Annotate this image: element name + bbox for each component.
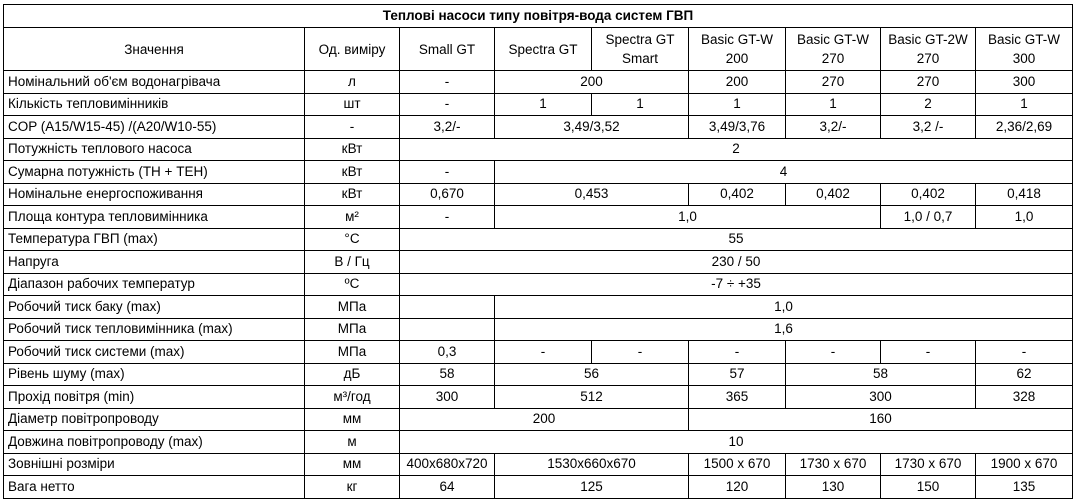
value-cell: -: [592, 341, 689, 364]
row-label: Напруга: [4, 251, 305, 274]
value-cell: 3,2 /-: [881, 116, 976, 139]
value-cell: 58: [400, 363, 495, 386]
value-cell: 300: [786, 386, 976, 409]
value-cell: -: [400, 93, 495, 116]
value-cell: 150: [881, 476, 976, 499]
table-title: Теплові насоси типу повітря-вода систем ГВП: [4, 5, 1073, 28]
table-row: [4, 71, 1073, 94]
value-cell: 1,0: [495, 206, 881, 229]
table-row: [4, 408, 1073, 431]
value-cell: 1,0: [495, 296, 1073, 319]
value-cell: 1,0 / 0,7: [881, 206, 976, 229]
row-unit: м: [305, 431, 400, 454]
row-label: Зовнішні розміри: [4, 453, 305, 476]
value-cell: 55: [400, 228, 1073, 251]
table-row: [4, 183, 1073, 206]
row-label: Робочий тиск системи (max): [4, 341, 305, 364]
row-unit: л: [305, 71, 400, 94]
table-row: [4, 251, 1073, 274]
value-cell: 3,49/3,76: [689, 116, 786, 139]
row-label: Довжина повітропроводу (max): [4, 431, 305, 454]
value-cell: 200: [689, 71, 786, 94]
row-label: Робочий тиск баку (max): [4, 296, 305, 319]
value-cell: 3,2/-: [786, 116, 881, 139]
value-cell: 1,0: [976, 206, 1073, 229]
row-label: Діапазон рабочих температур: [4, 273, 305, 296]
value-cell: 1730 x 670: [881, 453, 976, 476]
value-cell: 160: [689, 408, 1073, 431]
row-label: Прохід повітря (min): [4, 386, 305, 409]
row-unit: шт: [305, 93, 400, 116]
value-cell: 2: [881, 93, 976, 116]
value-cell: 200: [400, 408, 689, 431]
row-label: COP (A15/W15-45) /(A20/W10-55): [4, 116, 305, 139]
header-model: Basic GT-W 270: [786, 28, 881, 71]
row-label: Робочий тиск тепловимінника (max): [4, 318, 305, 341]
row-unit: ºС: [305, 273, 400, 296]
value-cell: 0,418: [976, 183, 1073, 206]
row-unit: кг: [305, 476, 400, 499]
table-title-row: [4, 5, 1073, 28]
row-unit: дБ: [305, 363, 400, 386]
value-cell: 1730 x 670: [786, 453, 881, 476]
value-cell: 57: [689, 363, 786, 386]
value-cell: 270: [786, 71, 881, 94]
value-cell: 1500 x 670: [689, 453, 786, 476]
value-cell: 1: [786, 93, 881, 116]
value-cell: 10: [400, 431, 1073, 454]
value-cell: 300: [400, 386, 495, 409]
row-unit: мм: [305, 408, 400, 431]
value-cell: -: [786, 341, 881, 364]
value-cell: 1: [495, 93, 592, 116]
value-cell: 3,2/-: [400, 116, 495, 139]
table-body: [4, 5, 1073, 499]
value-cell: 2: [400, 138, 1073, 161]
row-unit: МПа: [305, 296, 400, 319]
value-cell: 0,670: [400, 183, 495, 206]
row-unit: МПа: [305, 318, 400, 341]
row-label: Сумарна потужність (ТН + ТЕН): [4, 161, 305, 184]
value-cell: 135: [976, 476, 1073, 499]
value-cell: 4: [495, 161, 1073, 184]
value-cell: 230 / 50: [400, 251, 1073, 274]
value-cell: 125: [495, 476, 689, 499]
table-row: [4, 228, 1073, 251]
value-cell: 1: [689, 93, 786, 116]
value-cell: 56: [495, 363, 689, 386]
table-row: [4, 386, 1073, 409]
row-label: Кількість тепловимінників: [4, 93, 305, 116]
value-cell: 1530x660x670: [495, 453, 689, 476]
value-cell: -: [881, 341, 976, 364]
value-cell: -: [976, 341, 1073, 364]
row-unit: м³/год: [305, 386, 400, 409]
header-unit: Од. виміру: [305, 28, 400, 71]
table-row: [4, 93, 1073, 116]
row-unit: кВт: [305, 138, 400, 161]
header-model: Spectra GT Smart: [592, 28, 689, 71]
value-cell: [400, 318, 495, 341]
row-unit: -: [305, 116, 400, 139]
value-cell: 400x680x720: [400, 453, 495, 476]
row-unit: кВт: [305, 161, 400, 184]
value-cell: -: [400, 206, 495, 229]
row-label: Номінальний об'єм водонагрівача: [4, 71, 305, 94]
value-cell: 0,402: [689, 183, 786, 206]
value-cell: 0,402: [881, 183, 976, 206]
row-label: Температура ГВП (max): [4, 228, 305, 251]
value-cell: 2,36/2,69: [976, 116, 1073, 139]
value-cell: 0,402: [786, 183, 881, 206]
value-cell: [400, 296, 495, 319]
value-cell: 3,49/3,52: [495, 116, 689, 139]
value-cell: 270: [881, 71, 976, 94]
row-unit: В / Гц: [305, 251, 400, 274]
value-cell: 200: [495, 71, 689, 94]
value-cell: 512: [495, 386, 689, 409]
row-unit: м²: [305, 206, 400, 229]
table-row: [4, 453, 1073, 476]
spec-sheet: [3, 4, 1072, 499]
row-label: Потужність теплового насоса: [4, 138, 305, 161]
value-cell: 58: [786, 363, 976, 386]
row-unit: МПа: [305, 341, 400, 364]
value-cell: 0,3: [400, 341, 495, 364]
row-unit: мм: [305, 453, 400, 476]
table-row: [4, 341, 1073, 364]
row-unit: кВт: [305, 183, 400, 206]
value-cell: 1: [976, 93, 1073, 116]
table-header-row: [4, 28, 1073, 71]
table-row: [4, 476, 1073, 499]
value-cell: 328: [976, 386, 1073, 409]
value-cell: 120: [689, 476, 786, 499]
row-label: Рівень шуму (max): [4, 363, 305, 386]
table-row: [4, 431, 1073, 454]
header-model: Spectra GT: [495, 28, 592, 71]
value-cell: 64: [400, 476, 495, 499]
value-cell: 0,453: [495, 183, 689, 206]
table-row: [4, 161, 1073, 184]
table-row: [4, 116, 1073, 139]
table-row: [4, 363, 1073, 386]
row-label: Номінальне енергоспоживання: [4, 183, 305, 206]
value-cell: 130: [786, 476, 881, 499]
table-row: [4, 206, 1073, 229]
row-label: Вага нетто: [4, 476, 305, 499]
value-cell: 62: [976, 363, 1073, 386]
row-label: Діаметр повітропроводу: [4, 408, 305, 431]
header-model: Basic GT-W 200: [689, 28, 786, 71]
header-model: Basic GT-2W 270: [881, 28, 976, 71]
header-model: Small GT: [400, 28, 495, 71]
header-model: Basic GT-W 300: [976, 28, 1073, 71]
row-label: Площа контура тепловимінника: [4, 206, 305, 229]
table-row: [4, 138, 1073, 161]
value-cell: -: [495, 341, 592, 364]
value-cell: -: [400, 71, 495, 94]
value-cell: -7 ÷ +35: [400, 273, 1073, 296]
value-cell: 1900 x 670: [976, 453, 1073, 476]
table-row: [4, 273, 1073, 296]
heat-pump-spec-table: [3, 4, 1073, 499]
value-cell: 365: [689, 386, 786, 409]
value-cell: 1: [592, 93, 689, 116]
header-param: Значення: [4, 28, 305, 71]
table-row: [4, 296, 1073, 319]
value-cell: -: [400, 161, 495, 184]
value-cell: 300: [976, 71, 1073, 94]
row-unit: °С: [305, 228, 400, 251]
value-cell: -: [689, 341, 786, 364]
table-row: [4, 318, 1073, 341]
value-cell: 1,6: [495, 318, 1073, 341]
